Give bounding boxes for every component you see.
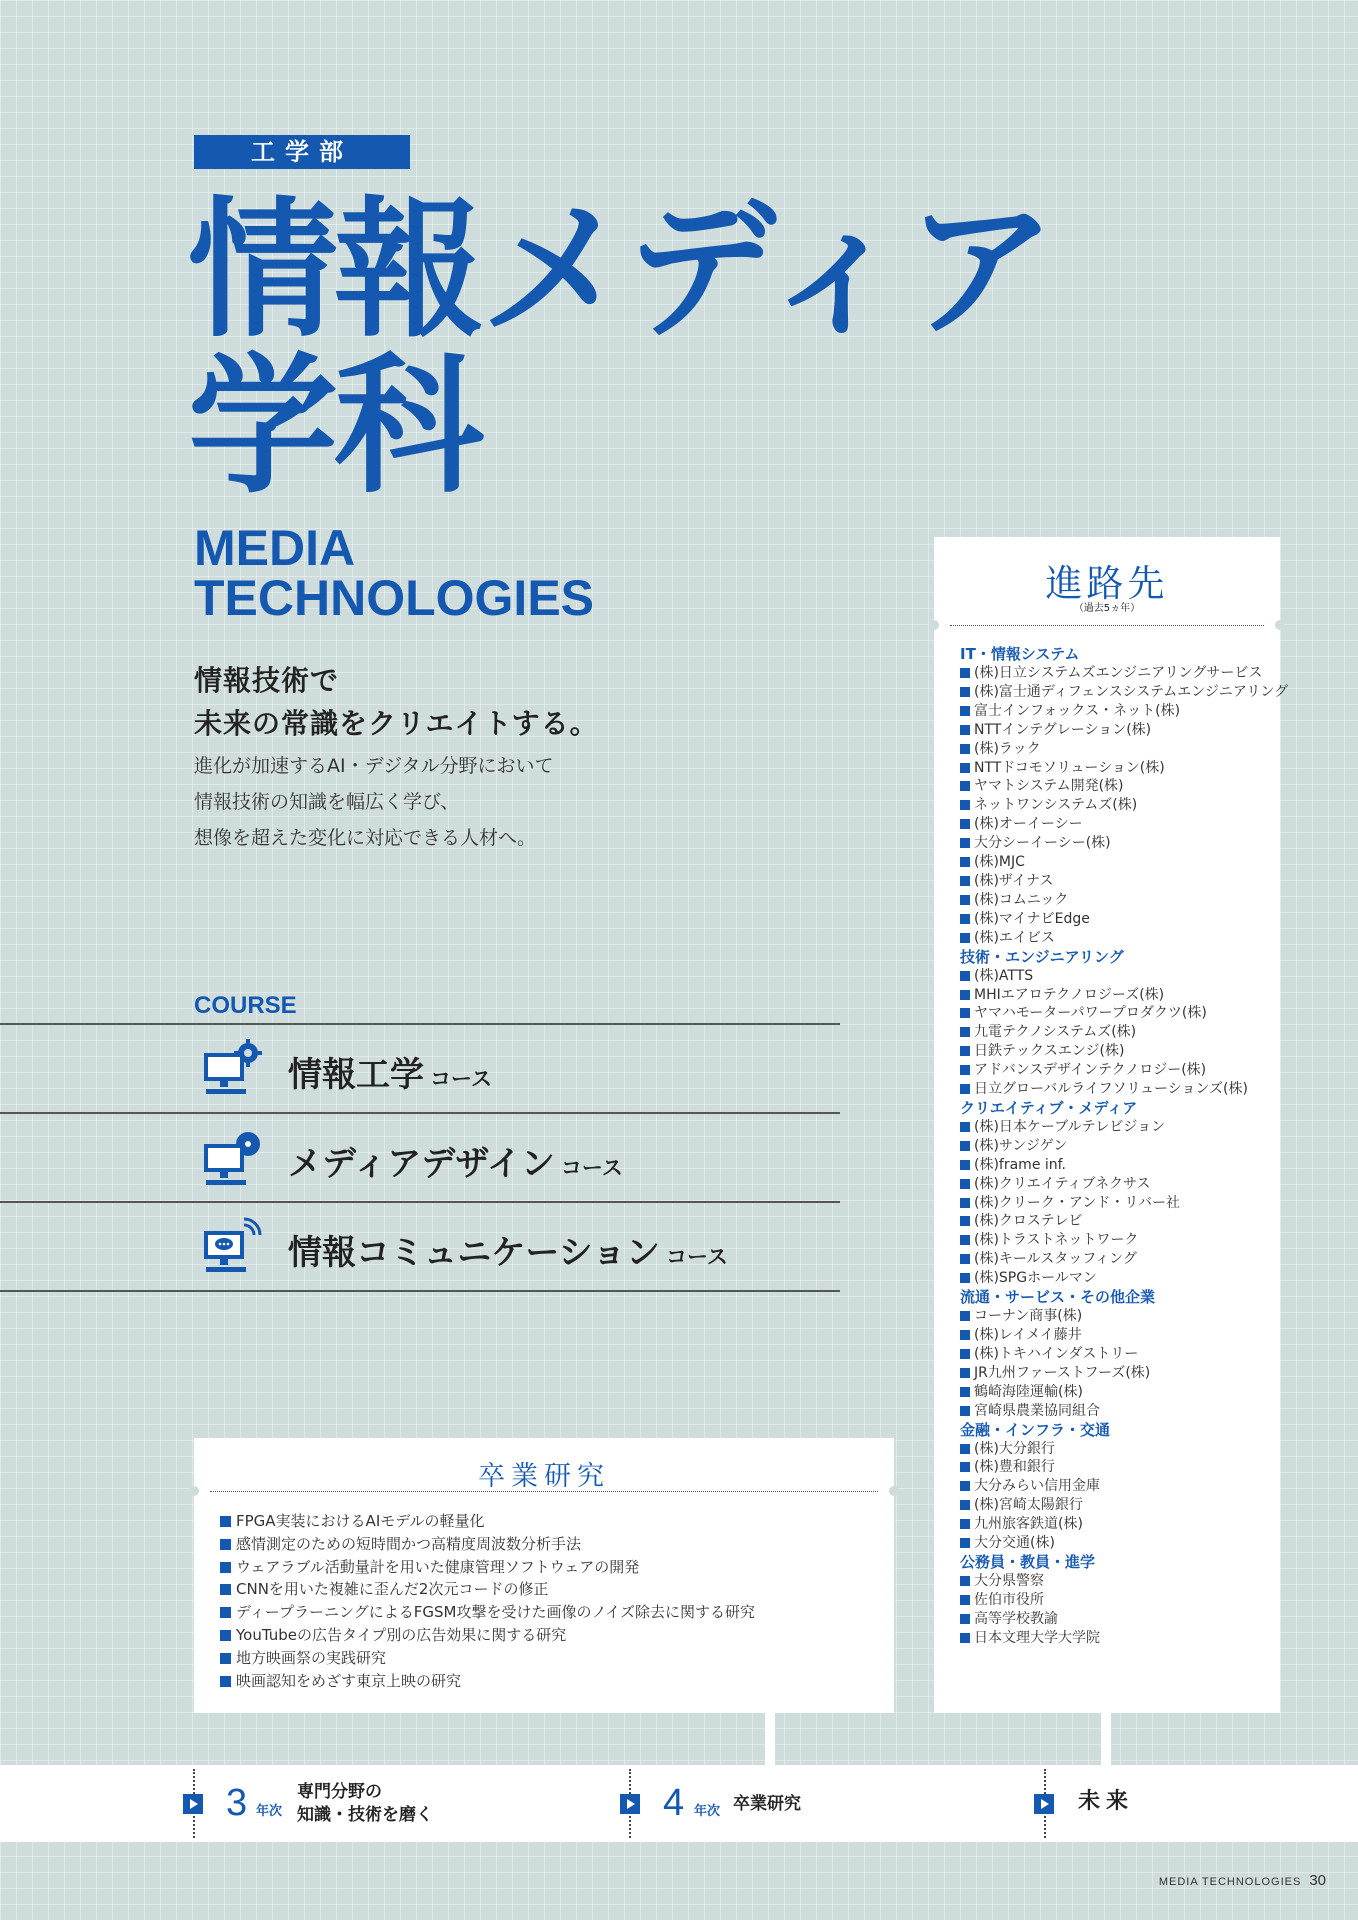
list-item: 高等学校教諭 xyxy=(960,1610,1288,1629)
lead-line2: 未来の常識をクリエイトする。 xyxy=(194,707,599,740)
list-item: 日立グローバルライフソリューションズ(株) xyxy=(960,1080,1288,1099)
course-section-label: COURSE xyxy=(194,992,297,1019)
lead-line1: 情報技術で xyxy=(194,664,340,697)
list-item: (株)クリエイティブネクサス xyxy=(960,1175,1288,1194)
list-item: (株)宮崎太陽銀行 xyxy=(960,1496,1288,1515)
research-divider xyxy=(210,1491,878,1492)
intro-body-line3: 想像を超えた変化に対応できる人材へ。 xyxy=(194,827,537,849)
notch xyxy=(929,620,939,630)
careers-panel xyxy=(934,537,1289,1713)
list-item: 地方映画祭の実践研究 xyxy=(220,1647,755,1670)
course-item-media-design xyxy=(0,1114,840,1202)
list-item: 映画認知をめざす東京上映の研究 xyxy=(220,1670,755,1693)
computer-gear-icon xyxy=(200,1039,264,1099)
list-item: FPGA実装におけるAIモデルの軽量化 xyxy=(220,1510,755,1533)
careers-title: 進路先 xyxy=(1045,562,1169,605)
footer-label: MEDIA TECHNOLOGIES xyxy=(1158,1876,1302,1888)
study-timeline xyxy=(0,1765,1358,1842)
list-item: (株)ザイナス xyxy=(960,872,1288,891)
list-item: (株)レイメイ藤井 xyxy=(960,1326,1288,1345)
list-item: (株)SPGホールマン xyxy=(960,1269,1288,1288)
year-number: 3 xyxy=(226,1782,248,1824)
list-item: CNNを用いた複雑に歪んだ2次元コードの修正 xyxy=(220,1578,755,1601)
list-item: (株)クロステレビ xyxy=(960,1212,1288,1231)
list-item: 富士インフォックス・ネット(株) xyxy=(960,702,1288,721)
list-item: コーナン商事(株) xyxy=(960,1307,1288,1326)
timeline-step1-line2: 知識・技術を磨く xyxy=(297,1805,433,1825)
list-item: 大分交通(株) xyxy=(960,1534,1288,1553)
list-item: MHIエアロテクノロジーズ(株) xyxy=(960,986,1288,1005)
careers-divider xyxy=(950,625,1264,626)
graduation-research-panel xyxy=(194,1438,894,1713)
play-arrow-icon xyxy=(620,1794,640,1814)
year-unit: 年次 xyxy=(694,1804,721,1819)
research-title: 卒業研究 xyxy=(478,1461,610,1492)
list-item: (株)日本ケーブルテレビジョン xyxy=(960,1118,1288,1137)
list-item: 佐伯市役所 xyxy=(960,1591,1288,1610)
course-name: 情報コミュニケーション コース xyxy=(288,1233,728,1273)
list-item: 日本文理大学大学院 xyxy=(960,1629,1288,1648)
list-item: (株)トラストネットワーク xyxy=(960,1231,1288,1250)
timeline-step3-label: 未来 xyxy=(1078,1789,1135,1814)
list-item: (株)MJC xyxy=(960,853,1288,872)
list-item: (株)エイビス xyxy=(960,929,1288,948)
list-item: JR九州ファーストフーズ(株) xyxy=(960,1364,1288,1383)
list-item: (株)富士通ディフェンスシステムエンジニアリング xyxy=(960,683,1288,702)
list-item: (株)コムニック xyxy=(960,891,1288,910)
computer-disc-icon xyxy=(200,1128,264,1188)
career-category: 公務員・教員・進学 xyxy=(960,1552,1096,1571)
year-unit: 年次 xyxy=(256,1804,283,1819)
list-item: ネットワンシステムズ(株) xyxy=(960,796,1288,815)
careers-subtitle: （過去5ヵ年） xyxy=(1073,603,1141,614)
list-item: (株)クリーク・アンド・リバー社 xyxy=(960,1194,1288,1213)
career-category: 金融・インフラ・交通 xyxy=(960,1420,1111,1439)
play-arrow-icon xyxy=(1034,1794,1054,1814)
faculty-badge: 工学部 xyxy=(194,135,410,169)
list-item: 鶴崎海陸運輸(株) xyxy=(960,1383,1288,1402)
course-item-information-engineering xyxy=(0,1025,840,1113)
list-item: 九州旅客鉄道(株) xyxy=(960,1515,1288,1534)
page-footer xyxy=(1159,1872,1326,1889)
notch xyxy=(189,1486,199,1496)
list-item: YouTubeの広告タイプ別の広告効果に関する研究 xyxy=(220,1624,755,1647)
list-item: アドバンスデザインテクノロジー(株) xyxy=(960,1061,1288,1080)
career-category: IT・情報システム xyxy=(960,645,1080,663)
course-divider xyxy=(0,1290,840,1292)
course-name: 情報工学 コース xyxy=(288,1055,492,1095)
timeline-step2-label: 卒業研究 xyxy=(733,1794,801,1814)
page-title-line1: 情報メディア xyxy=(188,184,1053,358)
notch xyxy=(1275,620,1285,630)
play-arrow-icon xyxy=(183,1794,203,1814)
list-item: 日鉄テックスエンジ(株) xyxy=(960,1042,1288,1061)
career-category: 技術・エンジニアリング xyxy=(960,947,1124,966)
course-item-information-communication xyxy=(0,1203,840,1291)
intro-body-line2: 情報技術の知識を幅広く学び、 xyxy=(194,791,460,813)
list-item: (株)豊和銀行 xyxy=(960,1458,1288,1477)
list-item: (株)キールスタッフィング xyxy=(960,1250,1288,1269)
list-item: 大分県警察 xyxy=(960,1572,1288,1591)
list-item: 大分シーイーシー(株) xyxy=(960,834,1288,853)
list-item: (株)大分銀行 xyxy=(960,1440,1288,1459)
list-item: NTTドコモソリューション(株) xyxy=(960,759,1288,778)
list-item: 宮崎県農業協同組合 xyxy=(960,1402,1288,1421)
list-item: (株)トキハインダストリー xyxy=(960,1345,1288,1364)
list-item: 感情測定のための短時間かつ高精度周波数分析手法 xyxy=(220,1533,755,1556)
list-item: (株)オーイーシー xyxy=(960,815,1288,834)
career-category: 流通・サービス・その他企業 xyxy=(960,1288,1156,1307)
list-item: (株)ATTS xyxy=(960,967,1288,986)
list-item: ヤマトシステム開発(株) xyxy=(960,777,1288,796)
list-item: (株)マイナビEdge xyxy=(960,910,1288,929)
year-number: 4 xyxy=(663,1782,685,1824)
timeline-connector xyxy=(1101,1713,1111,1775)
list-item: 九電テクノシステムズ(株) xyxy=(960,1023,1288,1042)
research-list xyxy=(220,1510,755,1692)
careers-list xyxy=(960,645,1288,1648)
page-title-line2: 学科 xyxy=(188,340,481,514)
computer-chat-icon xyxy=(200,1217,264,1277)
list-item: ディープラーニングによるFGSM攻撃を受けた画像のノイズ除去に関する研究 xyxy=(220,1601,755,1624)
career-category: クリエイティブ・メディア xyxy=(960,1098,1138,1117)
timeline-step1-line1: 専門分野の xyxy=(297,1782,382,1802)
list-item: (株)ラック xyxy=(960,740,1288,759)
page-number: 30 xyxy=(1309,1872,1326,1889)
list-item: NTTインテグレーション(株) xyxy=(960,721,1288,740)
list-item: (株)日立システムズエンジニアリングサービス xyxy=(960,664,1288,683)
timeline-connector xyxy=(765,1713,775,1775)
list-item: ウェアラブル活動量計を用いた健康管理ソフトウェアの開発 xyxy=(220,1556,755,1579)
intro-body-line1: 進化が加速するAI・デジタル分野において xyxy=(194,755,554,777)
course-name: メディアデザイン コース xyxy=(288,1144,623,1184)
notch xyxy=(889,1486,899,1496)
english-title-line1: MEDIA xyxy=(194,520,356,576)
english-title-line2: TECHNOLOGIES xyxy=(194,570,595,626)
list-item: 大分みらい信用金庫 xyxy=(960,1477,1288,1496)
list-item: ヤマハモーターパワープロダクツ(株) xyxy=(960,1004,1288,1023)
list-item: (株)frame inf. xyxy=(960,1156,1288,1175)
list-item: (株)サンジゲン xyxy=(960,1137,1288,1156)
